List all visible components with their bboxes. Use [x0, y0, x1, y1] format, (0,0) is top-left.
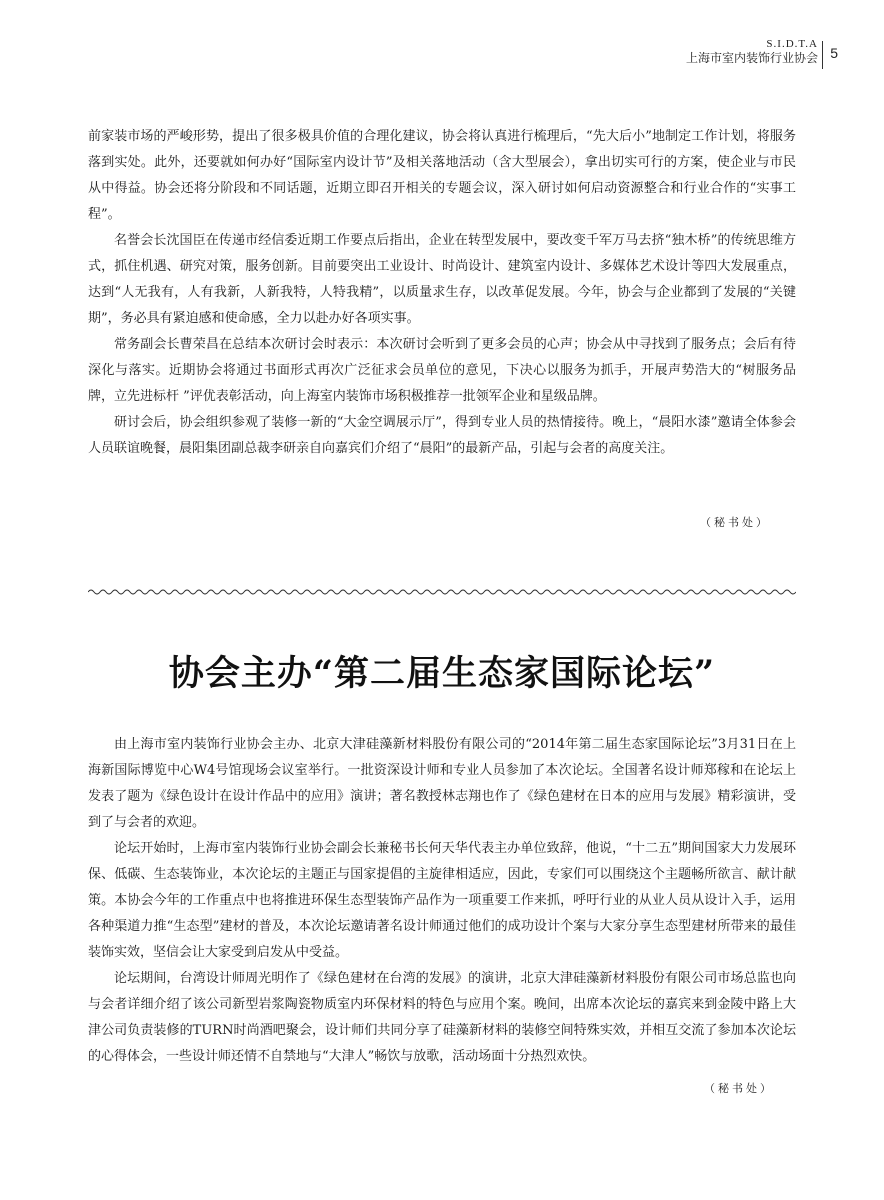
article-title: 协会主办“第二届生态家国际论坛” [168, 653, 716, 694]
page-number: 5 [830, 45, 838, 61]
article-forum [88, 732, 796, 1070]
paragraph: 论坛开始时，上海市室内装饰行业协会副会长兼秘书长何天华代表主办单位致辞，他说，“十二五”期间国家大力发展环保、低碳、生态装饰业，本次论坛的主题正与国家提倡的主旋律相适应，因此，专家们可以围绕这个主题畅所欲言、献计献策。本协会今年的工作重点中也将推进环保生态型装饰产品作为一项重要工作来抓，呼吁行业的从业人员从设计入手，运用各种渠道力推“生态型”建材的普及，本次论坛邀请著名设计师通过他们的成功设计个案与大家分享生态型建材所带来的最佳装饰实效，坚信会让大家受到启发从中受益。 [88, 841, 796, 960]
wavy-divider [88, 586, 796, 598]
org-chinese-name: 上海市室内装饰行业协会 [685, 51, 818, 65]
header-divider [822, 41, 823, 69]
paragraph: 论坛期间，台湾设计师周光明作了《绿色建材在台湾的发展》的演讲，北京大津硅藻新材料股份有限公司市场总监也向与会者详细介绍了该公司新型岩浆陶瓷物质室内环保材料的特色与应用个案。晚间，出席本次论坛的嘉宾来到金陵中路上大津公司负责装修的TURN时尚酒吧聚会，设计师们共同分享了硅藻新材料的装修空间特殊实效，并相互交流了参加本次论坛的心得体会，一些设计师还情不自禁地与“大津人”畅饮与放歌，活动场面十分热烈欢快。 [88, 971, 796, 1064]
paragraph: 研讨会后，协会组织参观了装修一新的“大金空调展示厅”，得到专业人员的热情接待。晚上，“晨阳水漆”邀请全体参会人员联谊晚餐，晨阳集团副总裁李研亲自向嘉宾们介绍了“晨阳”的最新产品，引起与会者的高度关注。 [88, 415, 796, 456]
paragraph: 前家装市场的严峻形势，提出了很多极具价值的合理化建议，协会将认真进行梳理后，“先大后小”地制定工作计划，将服务落到实处。此外，还要就如何办好“国际室内设计节”及相关落地活动（含大型展会），拿出切实可行的方案，使企业与市民从中得益。协会还将分阶段和不同话题，近期立即召开相关的专题会议，深入研讨如何启动资源整合和行业合作的“实事工程”。 [88, 129, 796, 222]
paragraph: 由上海市室内装饰行业协会主办、北京大津硅藻新材料股份有限公司的“2014年第二届生态家国际论坛”3月31日在上海新国际博览中心W4号馆现场会议室举行。一批资深设计师和专业人员参加了本次论坛。全国著名设计师郑稼和在论坛上发表了题为《绿色设计在设计作品中的应用》演讲；著名教授林志翔也作了《绿色建材在日本的应用与发展》精彩演讲，受到了与会者的欢迎。 [88, 737, 796, 830]
signature-secretariat: （秘书处） [700, 516, 770, 529]
paragraph: 常务副会长曹荣昌在总结本次研讨会时表示：本次研讨会听到了更多会员的心声；协会从中寻找到了服务点；会后有待深化与落实。近期协会将通过书面形式再次广泛征求会员单位的意见，下决心以服务为抓手，开展声势浩大的“树服务品牌，立先进标杆 ”评优表彰活动，向上海室内装饰市场积极推荐一批领军企业和星级品牌。 [88, 337, 796, 404]
paragraph: 名誉会长沈国臣在传递市经信委近期工作要点后指出，企业在转型发展中，要改变千军万马去挤“独木桥”的传统思维方式，抓住机遇、研究对策，服务创新。目前要突出工业设计、时尚设计、建筑室内设计、多媒体艺术设计等四大发展重点，达到“人无我有，人有我新，人新我特，人特我精”，以质量求生存，以改革促发展。今年，协会与企业都到了发展的“关键期”，务必具有紧迫感和使命感，全力以赴办好各项实事。 [88, 233, 796, 326]
article-continued [88, 124, 796, 462]
signature-secretariat: （秘书处） [704, 1082, 774, 1095]
running-header [686, 38, 818, 66]
org-english-abbrev: S.I.D.T.A [766, 38, 818, 50]
